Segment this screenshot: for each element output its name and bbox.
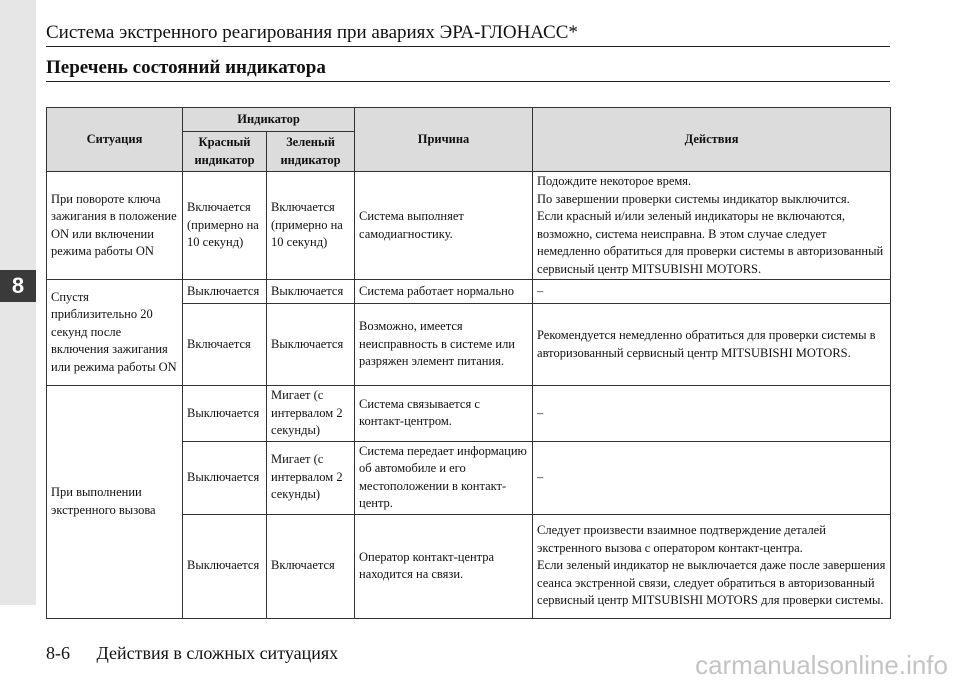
cell-red: Выключается: [183, 386, 267, 442]
cell-reason: Система работает нормально: [355, 280, 533, 304]
cell-red: Выключается: [183, 441, 267, 514]
cell-red: Включается (примерно на 10 секунд): [183, 172, 267, 280]
page-footer: [46, 643, 338, 664]
section-divider: [46, 81, 890, 82]
cell-green: Мигает (с интервалом 2 секунды): [267, 386, 355, 442]
cell-reason: Возможно, имеется неисправность в системе или разряжен элемент питания.: [355, 304, 533, 386]
cell-red: Выключается: [183, 280, 267, 304]
cell-action: Следует произвести взаимное подтверждение деталей экстренного вызова с оператором контакт-центра. Если зеленый индикатор не выключается даже после завершения сеанса экстренной связи, следует обратиться в авторизованный сервисный центр MITSUBISHI MOTORS для проверки системы.: [533, 514, 891, 618]
cell-green: Включается (примерно на 10 секунд): [267, 172, 355, 280]
cell-reason: Система выполняет самодиагностику.: [355, 172, 533, 280]
header-reason: Причина: [355, 108, 533, 172]
header-situation: Ситуация: [47, 108, 183, 172]
chapter-sidebar: [0, 0, 36, 605]
watermark: carmanualsonline.info: [695, 650, 948, 680]
header-actions: Действия: [533, 108, 891, 172]
cell-action: –: [533, 280, 891, 304]
header-red-indicator: Красный индикатор: [183, 132, 267, 172]
page-header-title: Система экстренного реагирования при авариях ЭРА-ГЛОНАСС*: [46, 22, 578, 43]
cell-action: Подождите некоторое время. По завершении проверки системы индикатор выключится. Если красный и/или зеленый индикаторы не включаются, возможно, система неисправна. В этом случае следует немедленно обратиться для проверки системы в авторизованный сервисный центр MITSUBISHI MOTORS.: [533, 172, 891, 280]
cell-action: –: [533, 386, 891, 442]
cell-green: Выключается: [267, 280, 355, 304]
cell-green: Включается: [267, 514, 355, 618]
cell-situation: При выполнении экстренного вызова: [47, 386, 183, 619]
table-row: [47, 386, 891, 442]
header-green-indicator: Зеленый индикатор: [267, 132, 355, 172]
chapter-tab: 8: [0, 270, 36, 302]
cell-green: Выключается: [267, 304, 355, 386]
table-row: [47, 280, 891, 304]
page-number: 8-6: [46, 643, 70, 663]
footer-chapter-title: Действия в сложных ситуациях: [96, 643, 339, 663]
section-title: Перечень состояний индикатора: [46, 57, 326, 78]
header-divider: [46, 46, 890, 47]
table-row: [47, 172, 891, 280]
cell-situation: При повороте ключа зажигания в положение ON или включении режима работы ON: [47, 172, 183, 280]
cell-green: Мигает (с интервалом 2 секунды): [267, 441, 355, 514]
cell-action: –: [533, 441, 891, 514]
header-indicator: Индикатор: [183, 108, 355, 132]
cell-reason: Система передает информацию об автомобиле и его местоположении в контакт-центр.: [355, 441, 533, 514]
cell-reason: Оператор контакт-центра находится на связи.: [355, 514, 533, 618]
cell-situation: Спустя приблизительно 20 секунд после включения зажигания или режима работы ON: [47, 280, 183, 386]
cell-red: Выключается: [183, 514, 267, 618]
cell-action: Рекомендуется немедленно обратиться для проверки системы в авторизованный сервисный центр MITSUBISHI MOTORS.: [533, 304, 891, 386]
cell-red: Включается: [183, 304, 267, 386]
indicator-status-table: [46, 107, 891, 619]
cell-reason: Система связывается с контакт-центром.: [355, 386, 533, 442]
